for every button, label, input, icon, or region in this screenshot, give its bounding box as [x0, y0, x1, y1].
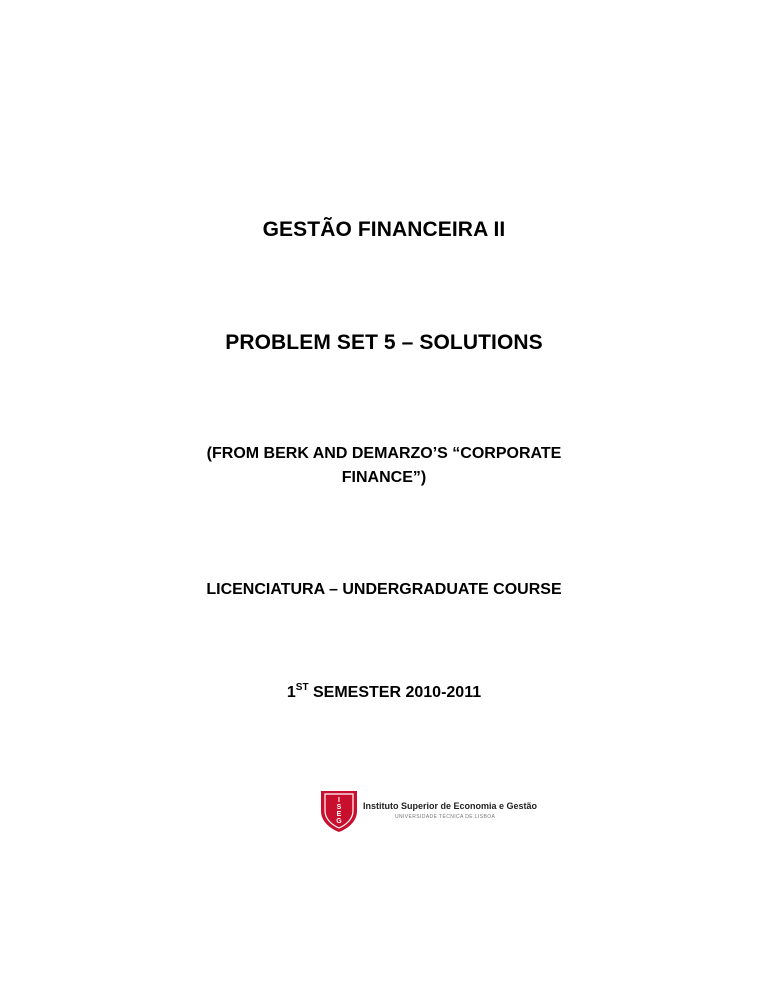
course-title: GESTÃO FINANCEIRA II: [262, 218, 506, 241]
program-line: LICENCIATURA – UNDERGRADUATE COURSE: [206, 581, 562, 598]
source-line-2: FINANCE”): [341, 469, 427, 486]
shield-letter-g: G: [336, 818, 342, 825]
problem-set-title: PROBLEM SET 5 – SOLUTIONS: [225, 331, 543, 354]
semester-text: SEMESTER 2010-2011: [308, 684, 482, 701]
university-name: UNIVERSIDADE TÉCNICA DE LISBOA: [395, 814, 496, 820]
source-line-1: (FROM BERK AND DEMARZO’S “CORPORATE: [206, 445, 562, 462]
iseg-logo: [319, 789, 538, 833]
semester-number: 1: [286, 684, 296, 701]
semester-ordinal-suffix: ST: [295, 682, 309, 693]
shield-letter-i: I: [338, 797, 340, 804]
semester-line: [0, 684, 768, 702]
iseg-shield-icon: [319, 789, 359, 833]
shield-letter-s: S: [336, 804, 342, 811]
shield-letter-e: E: [336, 811, 342, 818]
institution-name: Instituto Superior de Economia e Gestão: [363, 801, 538, 811]
